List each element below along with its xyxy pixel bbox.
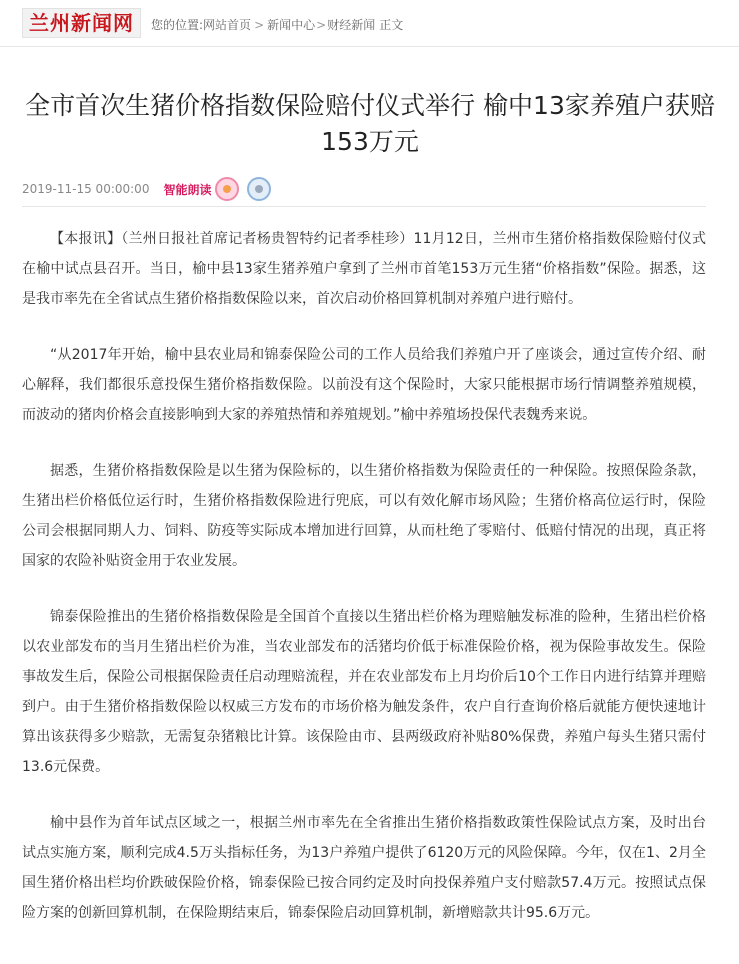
article-paragraph: 榆中县作为首年试点区域之一，根据兰州市率先在全省推出生猪价格指数政策性保险试点方案，及时出台试点实施方案，顺利完成4.5万头指标任务，为13户养殖户提供了6120万元的风险保障。今年，仅在1、2月全国生猪价格出栏均价跌破保险价格，锦泰保险已按合同约定及时向投保养殖户支付赔款57.4万元。按照试点保险方案的创新回算机制，在保险期结束后，锦泰保险启动回算机制，新增赔款共计95.6万元。 bbox=[22, 815, 706, 921]
article-paragraph: “从2017年开始，榆中县农业局和锦泰保险公司的工作人员给我们养殖户开了座谈会，通过宣传介绍、耐心解释，我们都很乐意投保生猪价格指数保险。以前没有这个保险时，大家只能根据市场行情调整养殖规模，而波动的猪肉价格会直接影响到大家的养殖热情和养殖规划。”榆中养殖场投保代表魏秀来说。 bbox=[22, 347, 706, 423]
article-title: 全市首次生猪价格指数保险赔付仪式举行 榆中13家养殖户获赔153万元 bbox=[25, 91, 715, 156]
breadcrumb-separator: > bbox=[254, 18, 265, 32]
article-paragraph: 锦泰保险推出的生猪价格指数保险是全国首个直接以生猪出栏价格为理赔触发标准的险种，生猪出栏价格以农业部发布的当月生猪出栏价为准，当农业部发布的活猪均价低于标准保险价格，视为保险事故发生。保险事故发生后，保险公司根据保险责任启动理赔流程，并在农业部发布上月均价后10个工作日内进行结算并理赔到户。由于生猪价格指数保险以权威三方发布的市场价格为触发条件，农户自行查询价格后就能方便快速地计算出该获得多少赔款，无需复杂猪粮比计算。该保险由市、县两级政府补贴80%保费，养殖户每头生猪只需付13.6元保费。 bbox=[22, 609, 706, 775]
breadcrumb bbox=[151, 16, 403, 33]
breadcrumb-home-link[interactable]: 网站首页 bbox=[203, 18, 252, 32]
article-body bbox=[22, 224, 706, 954]
breadcrumb-finance-news-link[interactable]: 财经新闻 bbox=[327, 18, 376, 32]
publish-date: 2019-11-15 00:00:00 bbox=[22, 182, 150, 196]
breadcrumb-label: 您的位置: bbox=[151, 18, 204, 32]
reader-avatar-male-icon[interactable] bbox=[247, 177, 271, 201]
article-paragraph: 【本报讯】（兰州日报社首席记者杨贵智特约记者季桂珍）11月12日，兰州市生猪价格指数保险赔付仪式在榆中试点县召开。当日，榆中县13家生猪养殖户拿到了兰州市首笔153万元生猪“价格指数”保险。据悉，这是我市率先在全省试点生猪价格指数保险以来，首次启动价格回算机制对养殖户进行赔付。 bbox=[22, 231, 706, 307]
article-meta bbox=[22, 172, 271, 206]
breadcrumb-current: 正文 bbox=[379, 18, 404, 32]
breadcrumb-separator: > bbox=[316, 18, 327, 32]
breadcrumb-news-center-link[interactable]: 新闻中心 bbox=[267, 18, 316, 32]
meta-divider bbox=[22, 206, 706, 207]
article-paragraph: 据悉，生猪价格指数保险是以生猪为保险标的，以生猪价格指数为保险责任的一种保险。按照保险条款，生猪出栏价格低位运行时，生猪价格指数保险进行兜底，可以有效化解市场风险；生猪价格高位运行时，保险公司会根据同期人力、饲料、防疫等实际成本增加进行回算，从而杜绝了零赔付、低赔付情况的出现，真正将国家的农险补贴资金用于农业发展。 bbox=[22, 463, 706, 569]
reader-avatar-female-icon[interactable] bbox=[215, 177, 239, 201]
smart-read-button[interactable]: 智能朗读 bbox=[163, 182, 212, 197]
top-bar bbox=[0, 0, 739, 47]
site-logo[interactable]: 兰州新闻网 bbox=[22, 8, 141, 38]
